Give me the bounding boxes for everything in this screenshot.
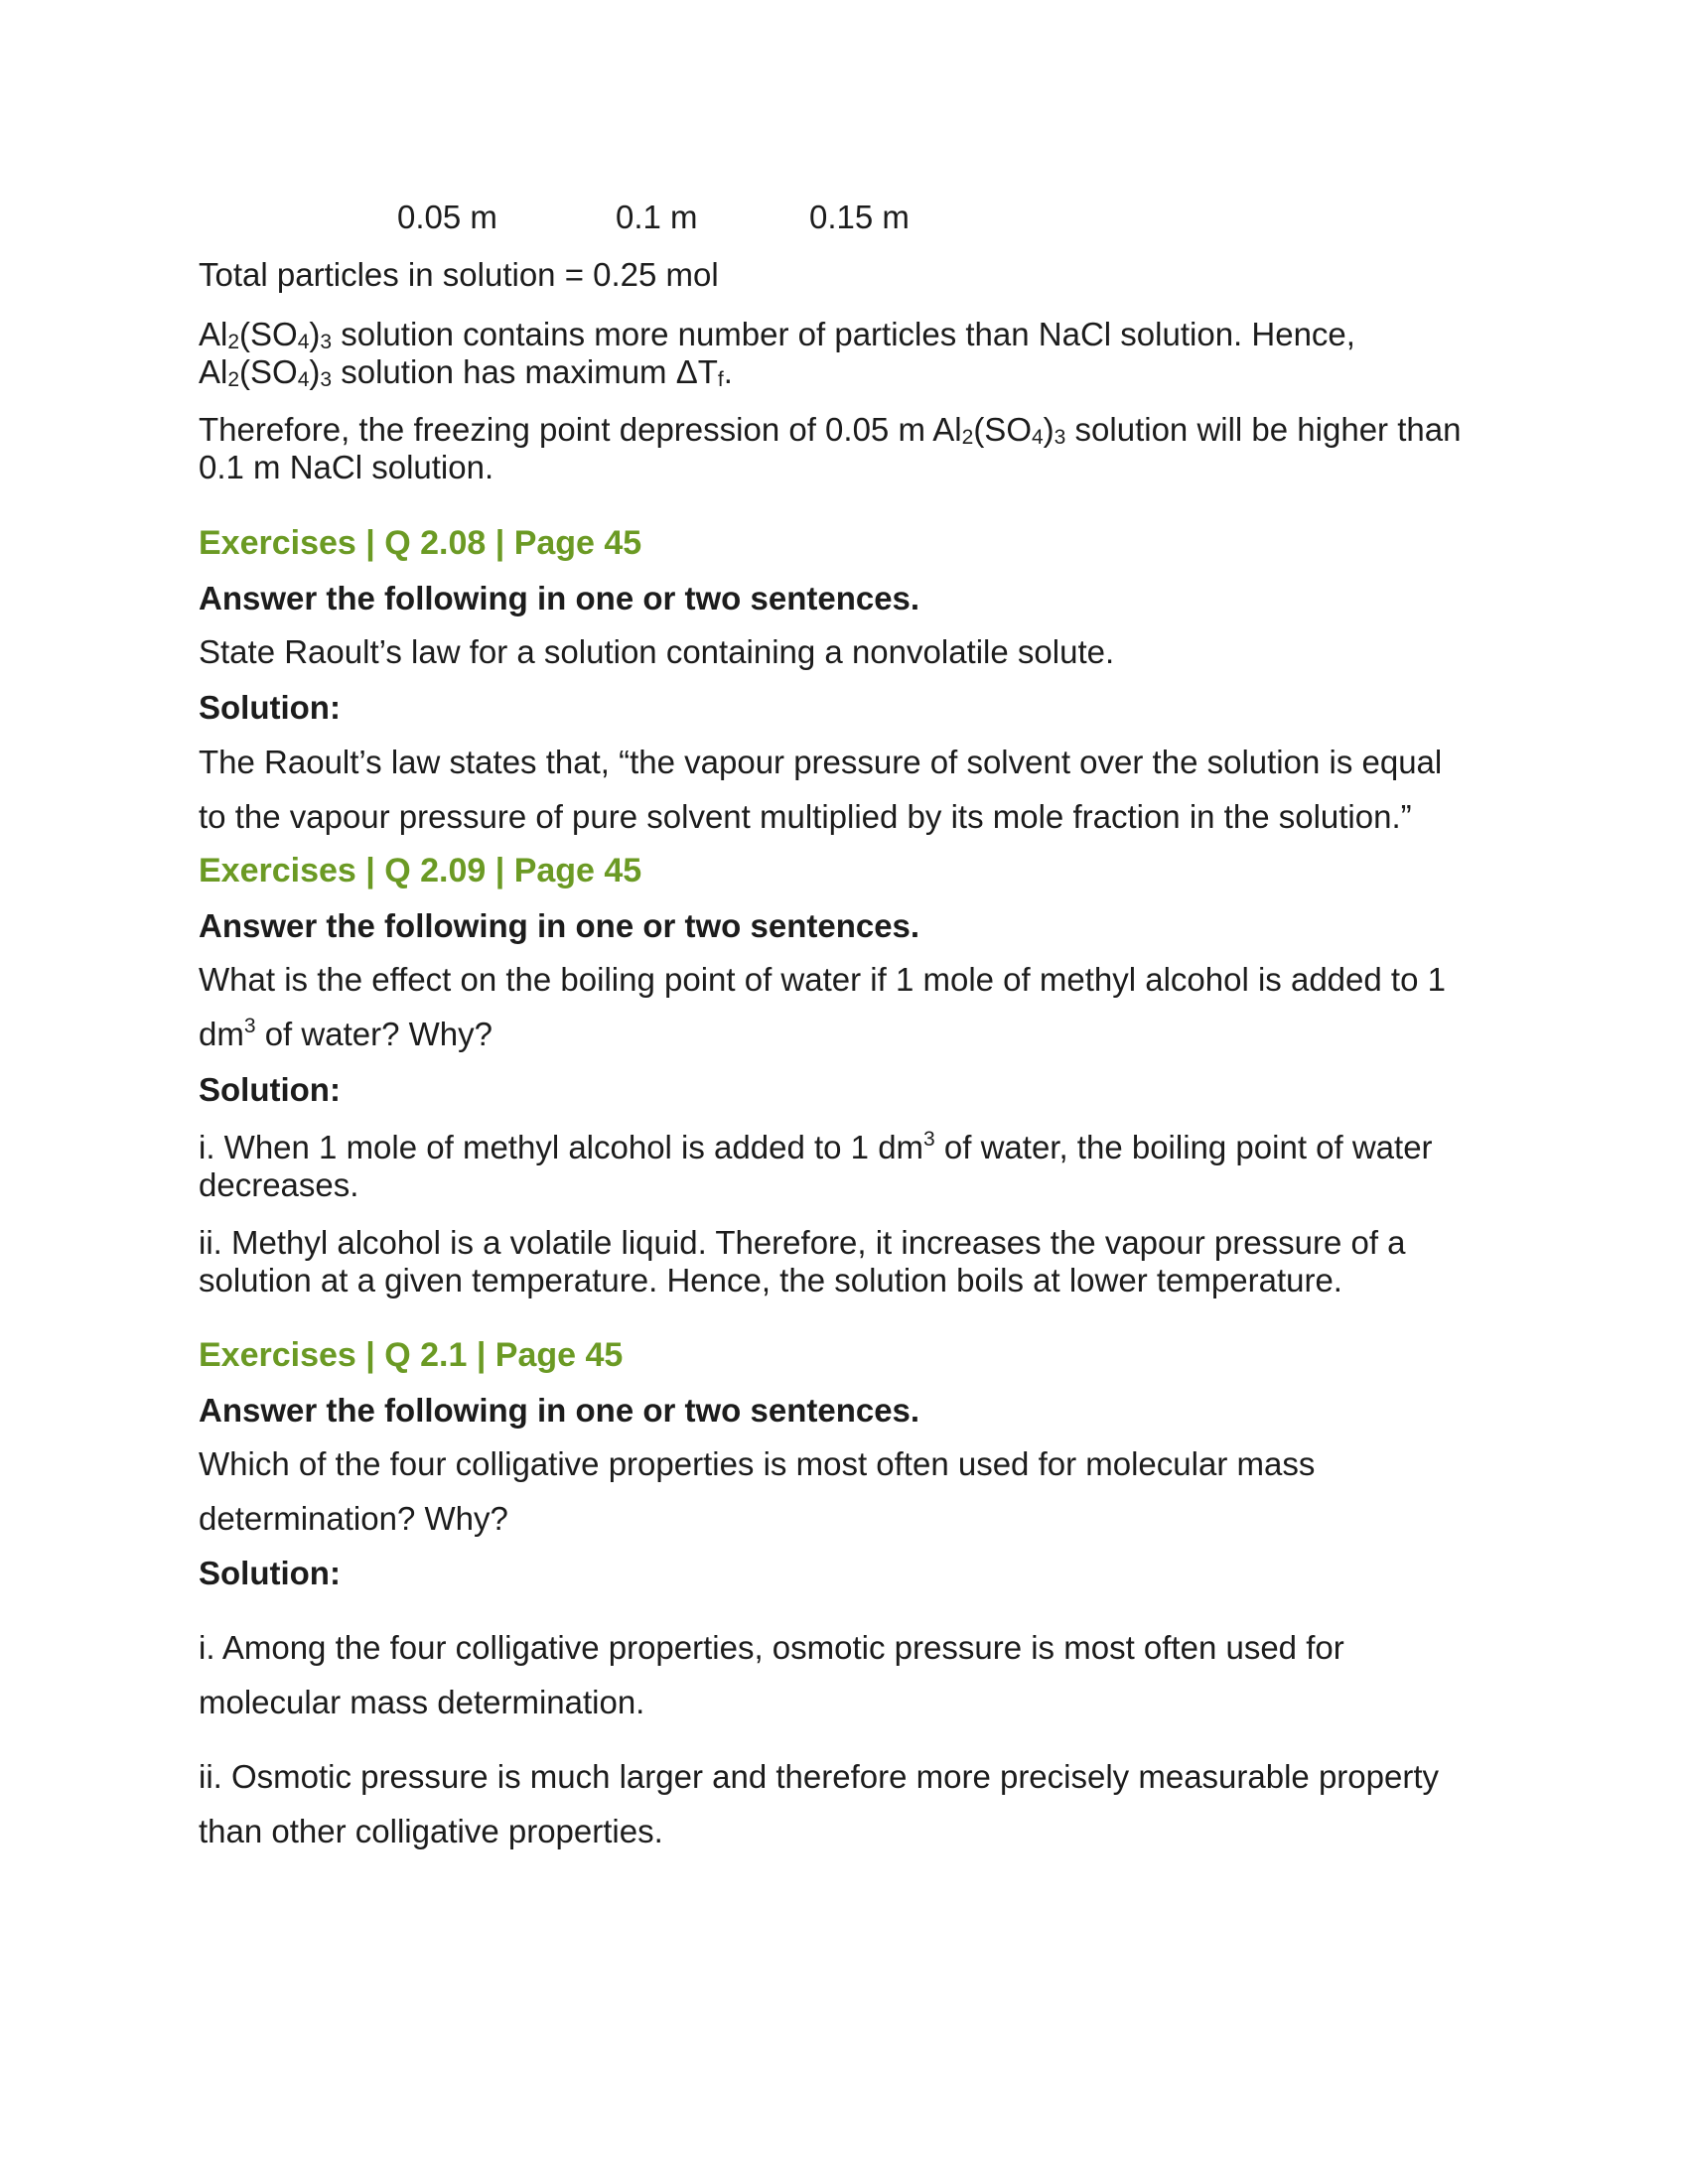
q209-answer-2-line-2: solution at a given temperature. Hence, the solution boils at lower temperature. (199, 1262, 1342, 1298)
q21-question-line-2: determination? Why? (199, 1500, 508, 1537)
q208-solution-label: Solution: (199, 689, 341, 726)
q209-answer-1-line-2: decreases. (199, 1166, 359, 1203)
q209-solution-label: Solution: (199, 1071, 341, 1108)
q209-heading: Exercises | Q 2.09 | Page 45 (199, 852, 642, 889)
conc-sulfate-ions: 0.15 m (809, 199, 910, 235)
q21-answer-1-line-1: i. Among the four colligative properties, osmotic pressure is most often used for (199, 1629, 1344, 1666)
q21-answer-2-line-1: ii. Osmotic pressure is much larger and therefore more precisely measurable property (199, 1758, 1440, 1795)
q21-answer-2-line-2: than other colligative properties. (199, 1813, 663, 1849)
al-para-line-2: $Al_2(SO_4)_3$ solution has maximum $\Delta T_f$. (199, 353, 733, 391)
q209-question-line-1: What is the effect on the boiling point of water if 1 mole of methyl alcohol is added to 1 (199, 961, 1446, 998)
q21-heading: Exercises | Q 2.1 | Page 45 (199, 1336, 624, 1374)
q209-question-line-2: $dm^3$ of water? Why? (199, 1015, 492, 1052)
q21-answer-1-line-2: molecular mass determination. (199, 1684, 645, 1720)
conc-al-ions: 0.1 m (616, 199, 698, 235)
total-particles-line: Total particles in solution = 0.25 mol (199, 256, 719, 293)
q209-instruction: Answer the following in one or two sentences. (199, 907, 920, 944)
q208-question: State Raoult’s law for a solution containing a nonvolatile solute. (199, 633, 1115, 670)
q21-instruction: Answer the following in one or two sentences. (199, 1392, 920, 1429)
q209-answer-1-line-1: i. When 1 mole of methyl alcohol is added to 1 $dm^3$ of water, the boiling point of water (199, 1128, 1433, 1165)
therefore-para-line-1: Therefore, the freezing point depression of 0.05 m $Al_2(SO_4)_3$ solution will be higher than (199, 411, 1462, 449)
conc-al2so43: 0.05 m (397, 199, 497, 235)
al-para-line-1: $Al_2(SO_4)_3$ solution contains more number of particles than NaCl solution. Hence, (199, 316, 1355, 353)
q208-answer-line-1: The Raoult’s law states that, “the vapour pressure of solvent over the solution is equal (199, 744, 1443, 780)
q209-answer-2-line-1: ii. Methyl alcohol is a volatile liquid. Therefore, it increases the vapour pressure of a (199, 1224, 1406, 1261)
therefore-para-line-2: 0.1 m NaCl solution. (199, 449, 494, 485)
q208-heading: Exercises | Q 2.08 | Page 45 (199, 524, 642, 562)
q21-question-line-1: Which of the four colligative properties is most often used for molecular mass (199, 1445, 1316, 1482)
q21-solution-label: Solution: (199, 1555, 341, 1591)
q208-answer-line-2: to the vapour pressure of pure solvent multiplied by its mole fraction in the solution.” (199, 798, 1412, 835)
q208-instruction: Answer the following in one or two sentences. (199, 580, 920, 616)
